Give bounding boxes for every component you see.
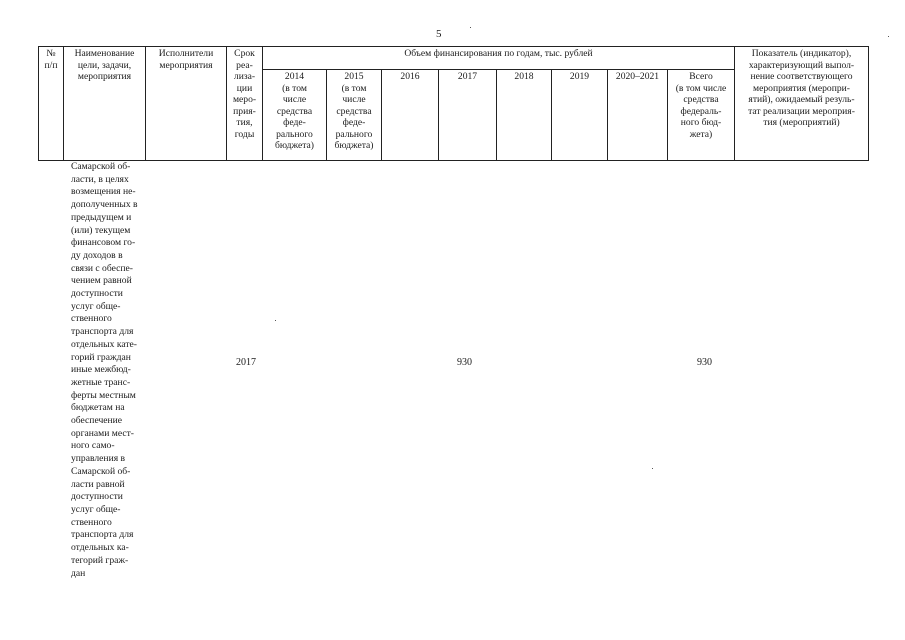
header-year-2017: 2017 — [439, 70, 497, 161]
page-number: 5 — [436, 28, 442, 40]
header-term: Срок реа- лиза- ции меро- прия- тия, годы — [227, 47, 263, 161]
header-year-2019: 2019 — [552, 70, 608, 161]
row-value-2017: 930 — [457, 357, 472, 368]
header-year-2016: 2016 — [382, 70, 439, 161]
row-term: 2017 — [236, 357, 256, 368]
row-description: Самарской об- ласти, в целях возмещения не- дополученных в предыдущем и (или) текущем финансовом го- ду доходов в связи с обеспе- чением равной доступности услуг обще- ственного транспорта для отдельных кате- горий граждан иные межбюд- жетные транс- ферты местным бюджетам на обеспечение органами мест- ного само- управления в Самарской об- ласти равной доступности услуг обще- ственного транспорта для отдельных ка- тегорий граж- дан — [71, 161, 138, 579]
header-executors: Исполнители мероприятия — [146, 47, 227, 161]
header-indicator: Показатель (индикатор), характеризующий выпол- нение соответствующего мероприятия (меропри- ятий), ожидаемый резуль- тат реализации мероприя- тия (мероприятий) — [735, 47, 869, 161]
scan-speck — [652, 468, 653, 469]
header-num: № п/п — [39, 47, 64, 161]
scan-speck — [275, 320, 276, 321]
header-year-2020-2021: 2020–2021 — [608, 70, 668, 161]
header-total: Всего (в том числе средства федераль- ного бюд- жета) — [668, 70, 735, 161]
header-funding-group: Объем финансирования по годам, тыс. рублей — [263, 47, 735, 70]
scan-speck — [888, 36, 889, 37]
header-year-2014: 2014 (в том числе средства феде- рального бюджета) — [263, 70, 327, 161]
scan-speck — [470, 27, 471, 28]
row-value-total: 930 — [697, 357, 712, 368]
funding-table-header — [38, 46, 869, 161]
header-name: Наименование цели, задачи, мероприятия — [64, 47, 146, 161]
header-year-2018: 2018 — [497, 70, 552, 161]
header-year-2015: 2015 (в том числе средства феде- рального бюджета) — [327, 70, 382, 161]
